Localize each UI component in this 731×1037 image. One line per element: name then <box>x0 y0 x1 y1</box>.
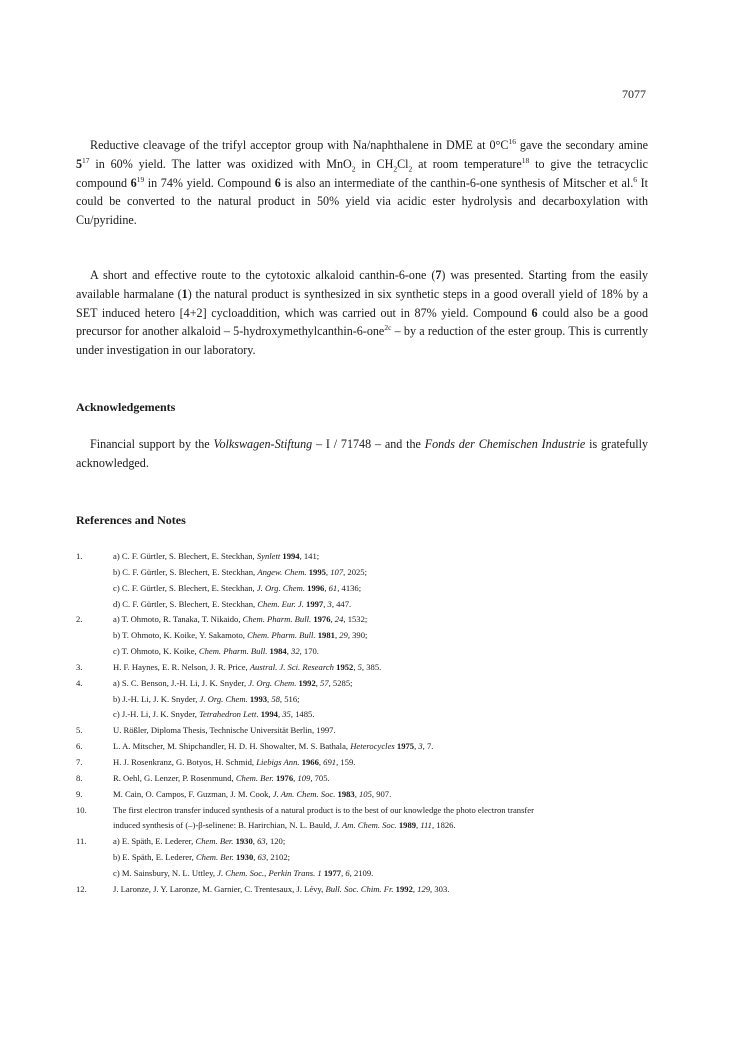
paragraph-results: Reductive cleavage of the trifyl acceptor group with Na/naphthalene in DME at $0^\circ C^{16}$ gave the secondary amine $5^{17}$ in 60% yield. The latter was oxidized with MnO$_2$ in $CH_2Cl_2$ at room temperature$^{18}$ to give the tetracyclic compound $6^{19}$ in 74% yield. Compound 6 is also an intermediate of the canthin-6-one synthesis of Mitscher et al.$^6$ It could be converted to the natural product in 50% yield via acidic ester hydrolysis and decarboxylation with Cu/pyridine. <box>76 136 648 228</box>
reference-text: b) T. Ohmoto, K. Koike, Y. Sakamoto, Chem. Pharm. Bull. 1981, 29, 390; <box>113 630 368 641</box>
reference-line <box>76 803 656 819</box>
reference-text: d) C. F. Gürtler, S. Blechert, E. Steckhan, Chem. Eur. J. 1997, 3, 447. <box>113 598 352 609</box>
paragraph-acknowledgements: Financial support by the Volkswagen-Stiftung – I / 71748 – and the Fonds der Chemischen Industrie is gratefully acknowledged. <box>76 437 649 470</box>
reference-line <box>76 644 656 660</box>
reference-line <box>76 707 656 723</box>
reference-line <box>76 628 656 644</box>
reference-number: 9. <box>76 788 83 799</box>
reference-text: a) C. F. Gürtler, S. Blechert, E. Steckhan, Synlett 1994, 141; <box>113 551 320 561</box>
page-number: 7077 <box>622 87 646 101</box>
reference-text: a) T. Ohmoto, R. Tanaka, T. Nikaido, Chem. Pharm. Bull. 1976, 24, 1532; <box>113 614 368 625</box>
reference-line <box>76 597 656 613</box>
reference-line <box>76 739 656 755</box>
reference-line <box>76 787 656 803</box>
reference-number: 5. <box>76 725 83 736</box>
reference-number: 11. <box>76 836 87 847</box>
reference-text: M. Cain, O. Campos, F. Guzman, J. M. Cook, J. Am. Chem. Soc. 1983, 105, 907. <box>113 788 392 799</box>
reference-line <box>76 771 656 787</box>
reference-line <box>76 834 656 850</box>
reference-text: R. Oehl, G. Lenzer, P. Rosenmund, Chem. Ber. 1976, 109, 705. <box>113 772 330 783</box>
reference-line <box>76 692 656 708</box>
reference-number: 6. <box>76 741 83 752</box>
paragraph-conclusion: A short and effective route to the cytotoxic alkaloid canthin-6-one (7) was presented. Starting from the easily available harmalane (1) the natural product is synthesized in six synthetic steps in a good overall yield of 18% by a SET induced hetero [4+2] cycloaddition, which was carried out in 87% yield. Compound 6 could also be a good precursor for another alkaloid – 5-hydroxymethylcanthin-6-one$^{2c}$ – by a reduction of the ester group. This is currently under investigation in our laboratory. <box>76 268 649 358</box>
reference-text: a) E. Späth, E. Lederer, Chem. Ber. 1930, 63, 120; <box>113 836 286 847</box>
reference-text: L. A. Mitscher, M. Shipchandler, H. D. H. Showalter, M. S. Bathala, Heterocycles 1975, 3, 7. <box>113 741 434 752</box>
references-heading: References and Notes <box>76 513 186 527</box>
reference-text: b) E. Späth, E. Lederer, Chem. Ber. 1930, 63, 2102; <box>113 852 290 863</box>
reference-number: 2. <box>76 614 83 625</box>
reference-number: 3. <box>76 661 83 672</box>
reference-text: induced synthesis of (–)-β-selinene: B. Harirchian, N. L. Bauld, J. Am. Chem. Soc. 1989, 111, 1826. <box>113 820 456 831</box>
reference-number: 7. <box>76 756 83 767</box>
reference-number: 8. <box>76 772 83 783</box>
reference-number: 12. <box>76 883 87 894</box>
reference-line <box>76 565 656 581</box>
reference-text: c) J.-H. Li, J. K. Snyder, Tetrahedron Lett. 1994, 35, 1485. <box>113 709 315 720</box>
reference-text: c) M. Sainsbury, N. L. Uttley, J. Chem. Soc., Perkin Trans. 1 1977, 6, 2109. <box>113 867 374 878</box>
reference-number: 4. <box>76 677 83 688</box>
reference-text: c) C. F. Gürtler, S. Blechert, E. Steckhan, J. Org. Chem. 1996, 61, 4136; <box>113 582 362 593</box>
reference-text: U. Rößler, Diploma Thesis, Technische Universität Berlin, 1997. <box>113 725 336 736</box>
reference-text: b) J.-H. Li, J. K. Snyder, J. Org. Chem. 1993, 58, 516; <box>113 693 300 704</box>
reference-line <box>76 723 656 739</box>
reference-number: 10. <box>76 804 87 815</box>
acknowledgements-heading: Acknowledgements <box>76 400 176 414</box>
reference-line <box>76 660 656 676</box>
reference-line <box>76 755 656 771</box>
reference-text: H. J. Rosenkranz, G. Botyos, H. Schmid, Liebigs Ann. 1966, 691, 159. <box>113 756 356 767</box>
reference-line <box>76 581 656 597</box>
reference-line <box>76 612 656 628</box>
references-list <box>76 549 656 898</box>
reference-line <box>76 866 656 882</box>
reference-number: 1. <box>76 551 83 561</box>
reference-text: c) T. Ohmoto, K. Koike, Chem. Pharm. Bull. 1984, 32, 170. <box>113 646 319 657</box>
reference-text: J. Laronze, J. Y. Laronze, M. Garnier, C. Trentesaux, J. Lévy, Bull. Soc. Chim. Fr. 1992, 129, 303. <box>113 883 450 894</box>
reference-line <box>76 850 656 866</box>
reference-text: H. F. Haynes, E. R. Nelson, J. R. Price, Austral. J. Sci. Research 1952, 5, 385. <box>113 661 382 672</box>
reference-line <box>76 882 656 898</box>
reference-line <box>76 818 656 834</box>
reference-line <box>76 676 656 692</box>
reference-text: The first electron transfer induced synthesis of a natural product is to the best of our knowledge the photo electron transfer <box>113 804 534 815</box>
reference-text: a) S. C. Benson, J.-H. Li, J. K. Snyder, J. Org. Chem. 1992, 57, 5285; <box>113 677 353 688</box>
reference-line <box>76 549 656 565</box>
reference-text: b) C. F. Gürtler, S. Blechert, E. Steckhan, Angew. Chem. 1995, 107, 2025; <box>113 566 367 577</box>
